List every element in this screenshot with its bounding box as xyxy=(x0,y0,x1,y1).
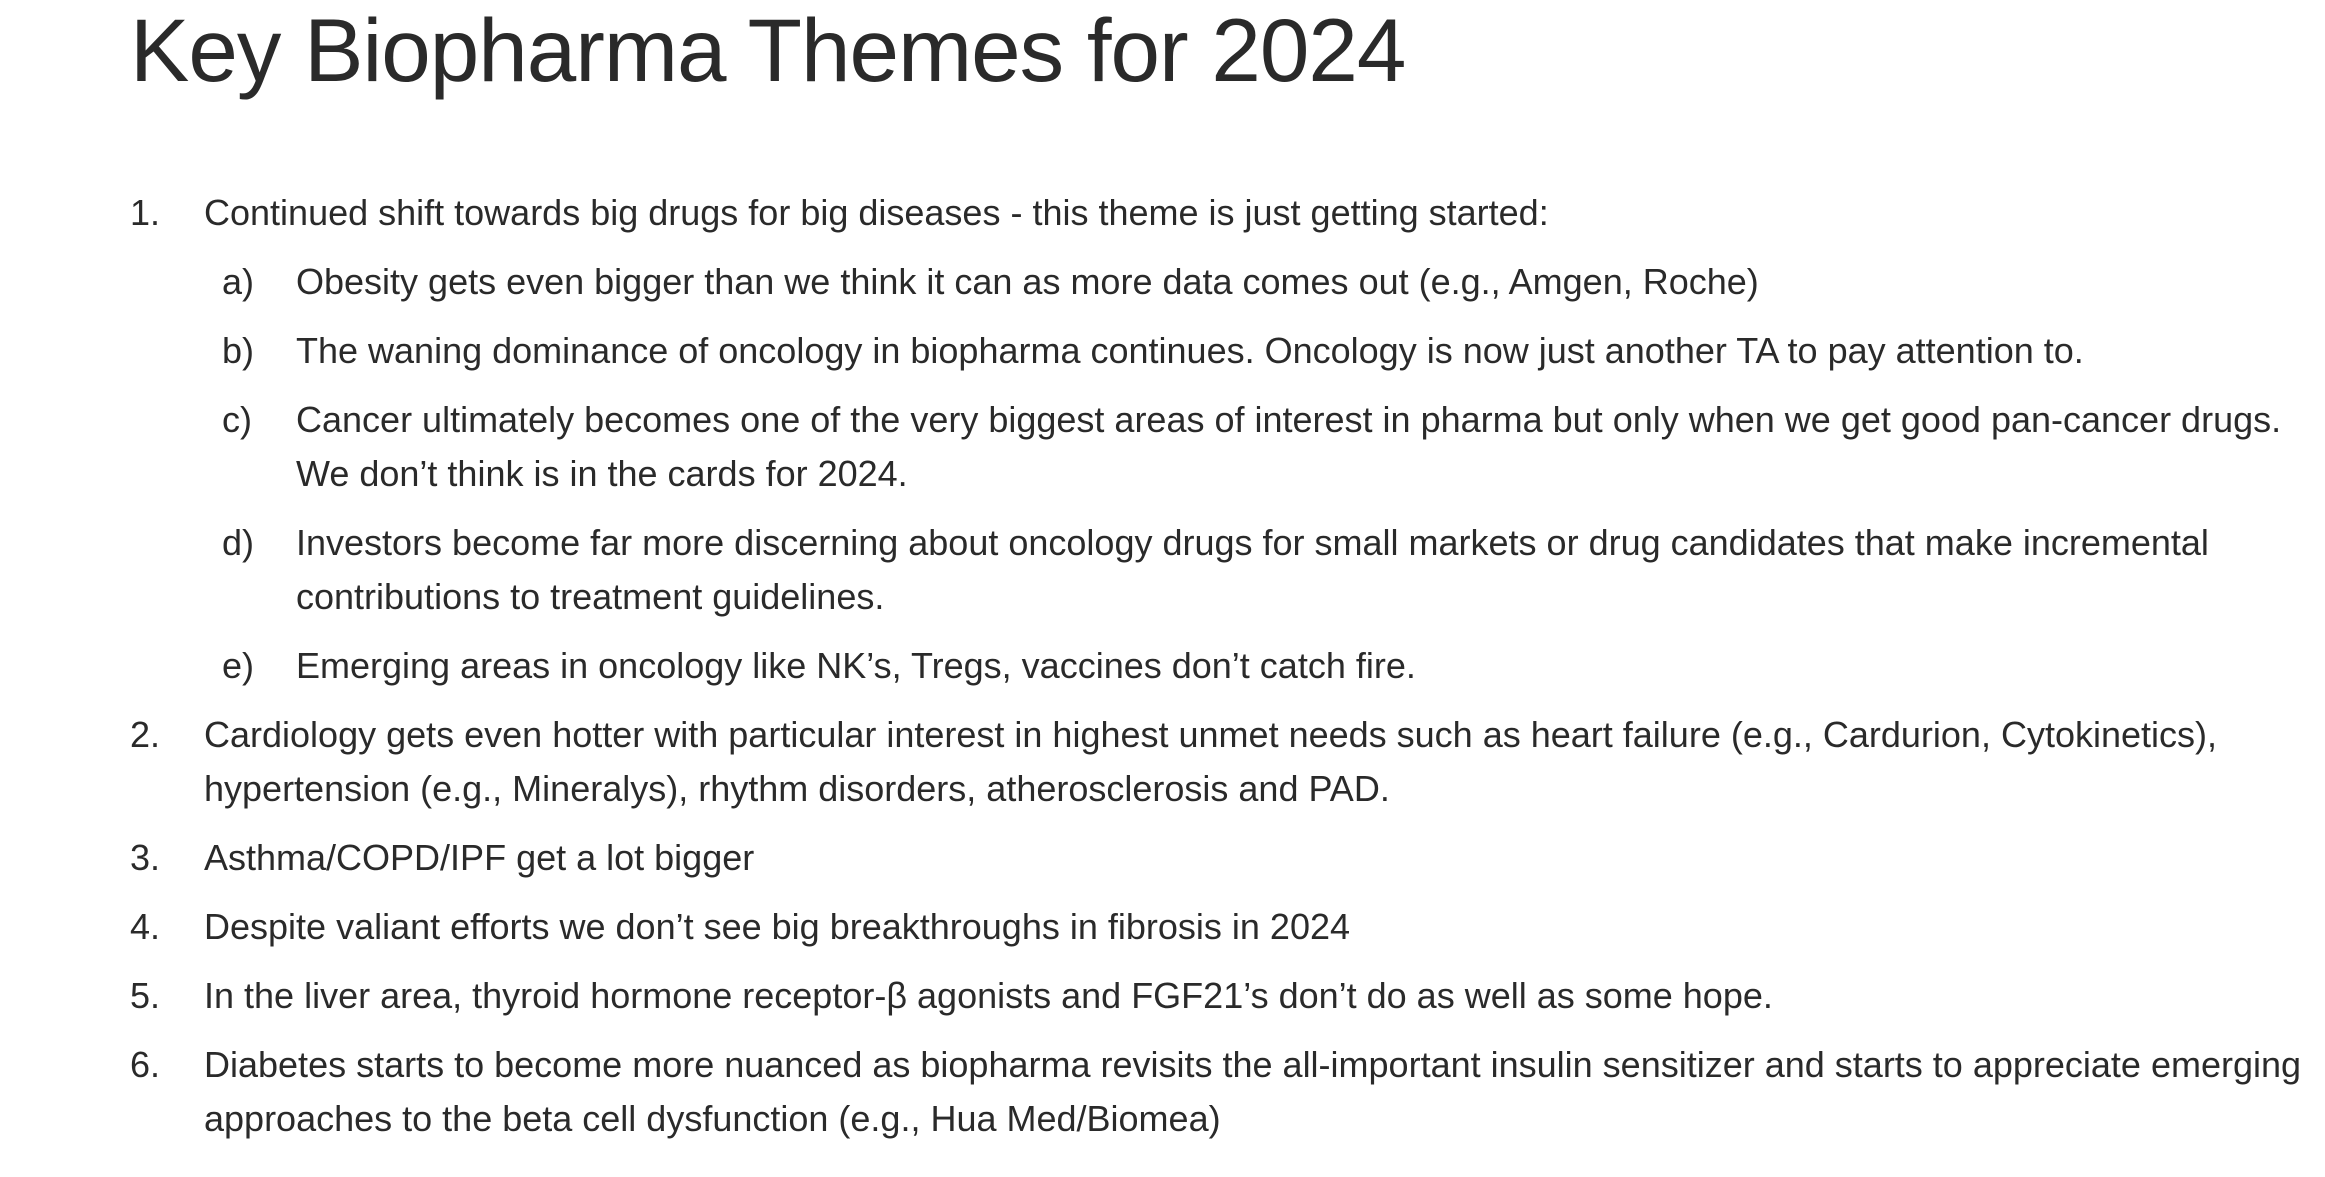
sub-item-b xyxy=(222,324,2325,378)
list-item-1 xyxy=(130,186,2325,240)
list-marker: 2. xyxy=(130,714,161,755)
list-item-text: Continued shift towards big drugs for big diseases - this theme is just getting started: xyxy=(204,192,1549,233)
list-item-6 xyxy=(130,1038,2325,1146)
sub-item-text: The waning dominance of oncology in biopharma continues. Oncology is now just another TA to pay attention to. xyxy=(296,330,2084,371)
list-item-text: Despite valiant efforts we don’t see big breakthroughs in fibrosis in 2024 xyxy=(204,906,1351,947)
list-marker: 5. xyxy=(130,975,161,1016)
sub-marker: e) xyxy=(222,645,255,686)
list-marker: 6. xyxy=(130,1044,161,1085)
sub-item-c xyxy=(222,393,2325,501)
sub-item-e xyxy=(222,639,2325,693)
list-marker: 3. xyxy=(130,837,161,878)
themes-list xyxy=(130,186,2325,1161)
sub-marker: d) xyxy=(222,522,255,563)
list-item-2 xyxy=(130,708,2325,816)
sub-item-text: Obesity gets even bigger than we think it can as more data comes out (e.g., Amgen, Roche) xyxy=(296,261,1759,302)
sub-marker: a) xyxy=(222,261,255,302)
list-marker: 4. xyxy=(130,906,161,947)
list-item-text: In the liver area, thyroid hormone receptor-β agonists and FGF21’s don’t do as well as some hope. xyxy=(204,975,1773,1016)
sub-marker: b) xyxy=(222,330,255,371)
list-item-text: Diabetes starts to become more nuanced as biopharma revisits the all-important insulin sensitizer and starts to appreciate emerging approaches to the beta cell dysfunction (e.g., Hua Med/Biomea) xyxy=(204,1044,2302,1139)
list-item-3 xyxy=(130,831,2325,885)
list-item-text: Cardiology gets even hotter with particular interest in highest unmet needs such as heart failure (e.g., Cardurion, Cytokinetics), hypertension (e.g., Mineralys), rhythm disorders, atherosclerosis and PAD. xyxy=(204,714,2218,809)
list-item-5 xyxy=(130,969,2325,1023)
list-item-4 xyxy=(130,900,2325,954)
page-title: Key Biopharma Themes for 2024 xyxy=(130,0,1406,100)
sub-item-text: Cancer ultimately becomes one of the very biggest areas of interest in pharma but only when we get good pan-cancer drugs. We don’t think is in the cards for 2024. xyxy=(296,399,2282,494)
list-marker: 1. xyxy=(130,192,161,233)
sub-item-text: Emerging areas in oncology like NK’s, Tregs, vaccines don’t catch fire. xyxy=(296,645,1416,686)
sub-marker: c) xyxy=(222,399,252,440)
sub-item-a xyxy=(222,255,2325,309)
list-item-text: Asthma/COPD/IPF get a lot bigger xyxy=(204,837,755,878)
sub-item-text: Investors become far more discerning about oncology drugs for small markets or drug candidates that make incremental contributions to treatment guidelines. xyxy=(296,522,2209,617)
sub-item-d xyxy=(222,516,2325,624)
